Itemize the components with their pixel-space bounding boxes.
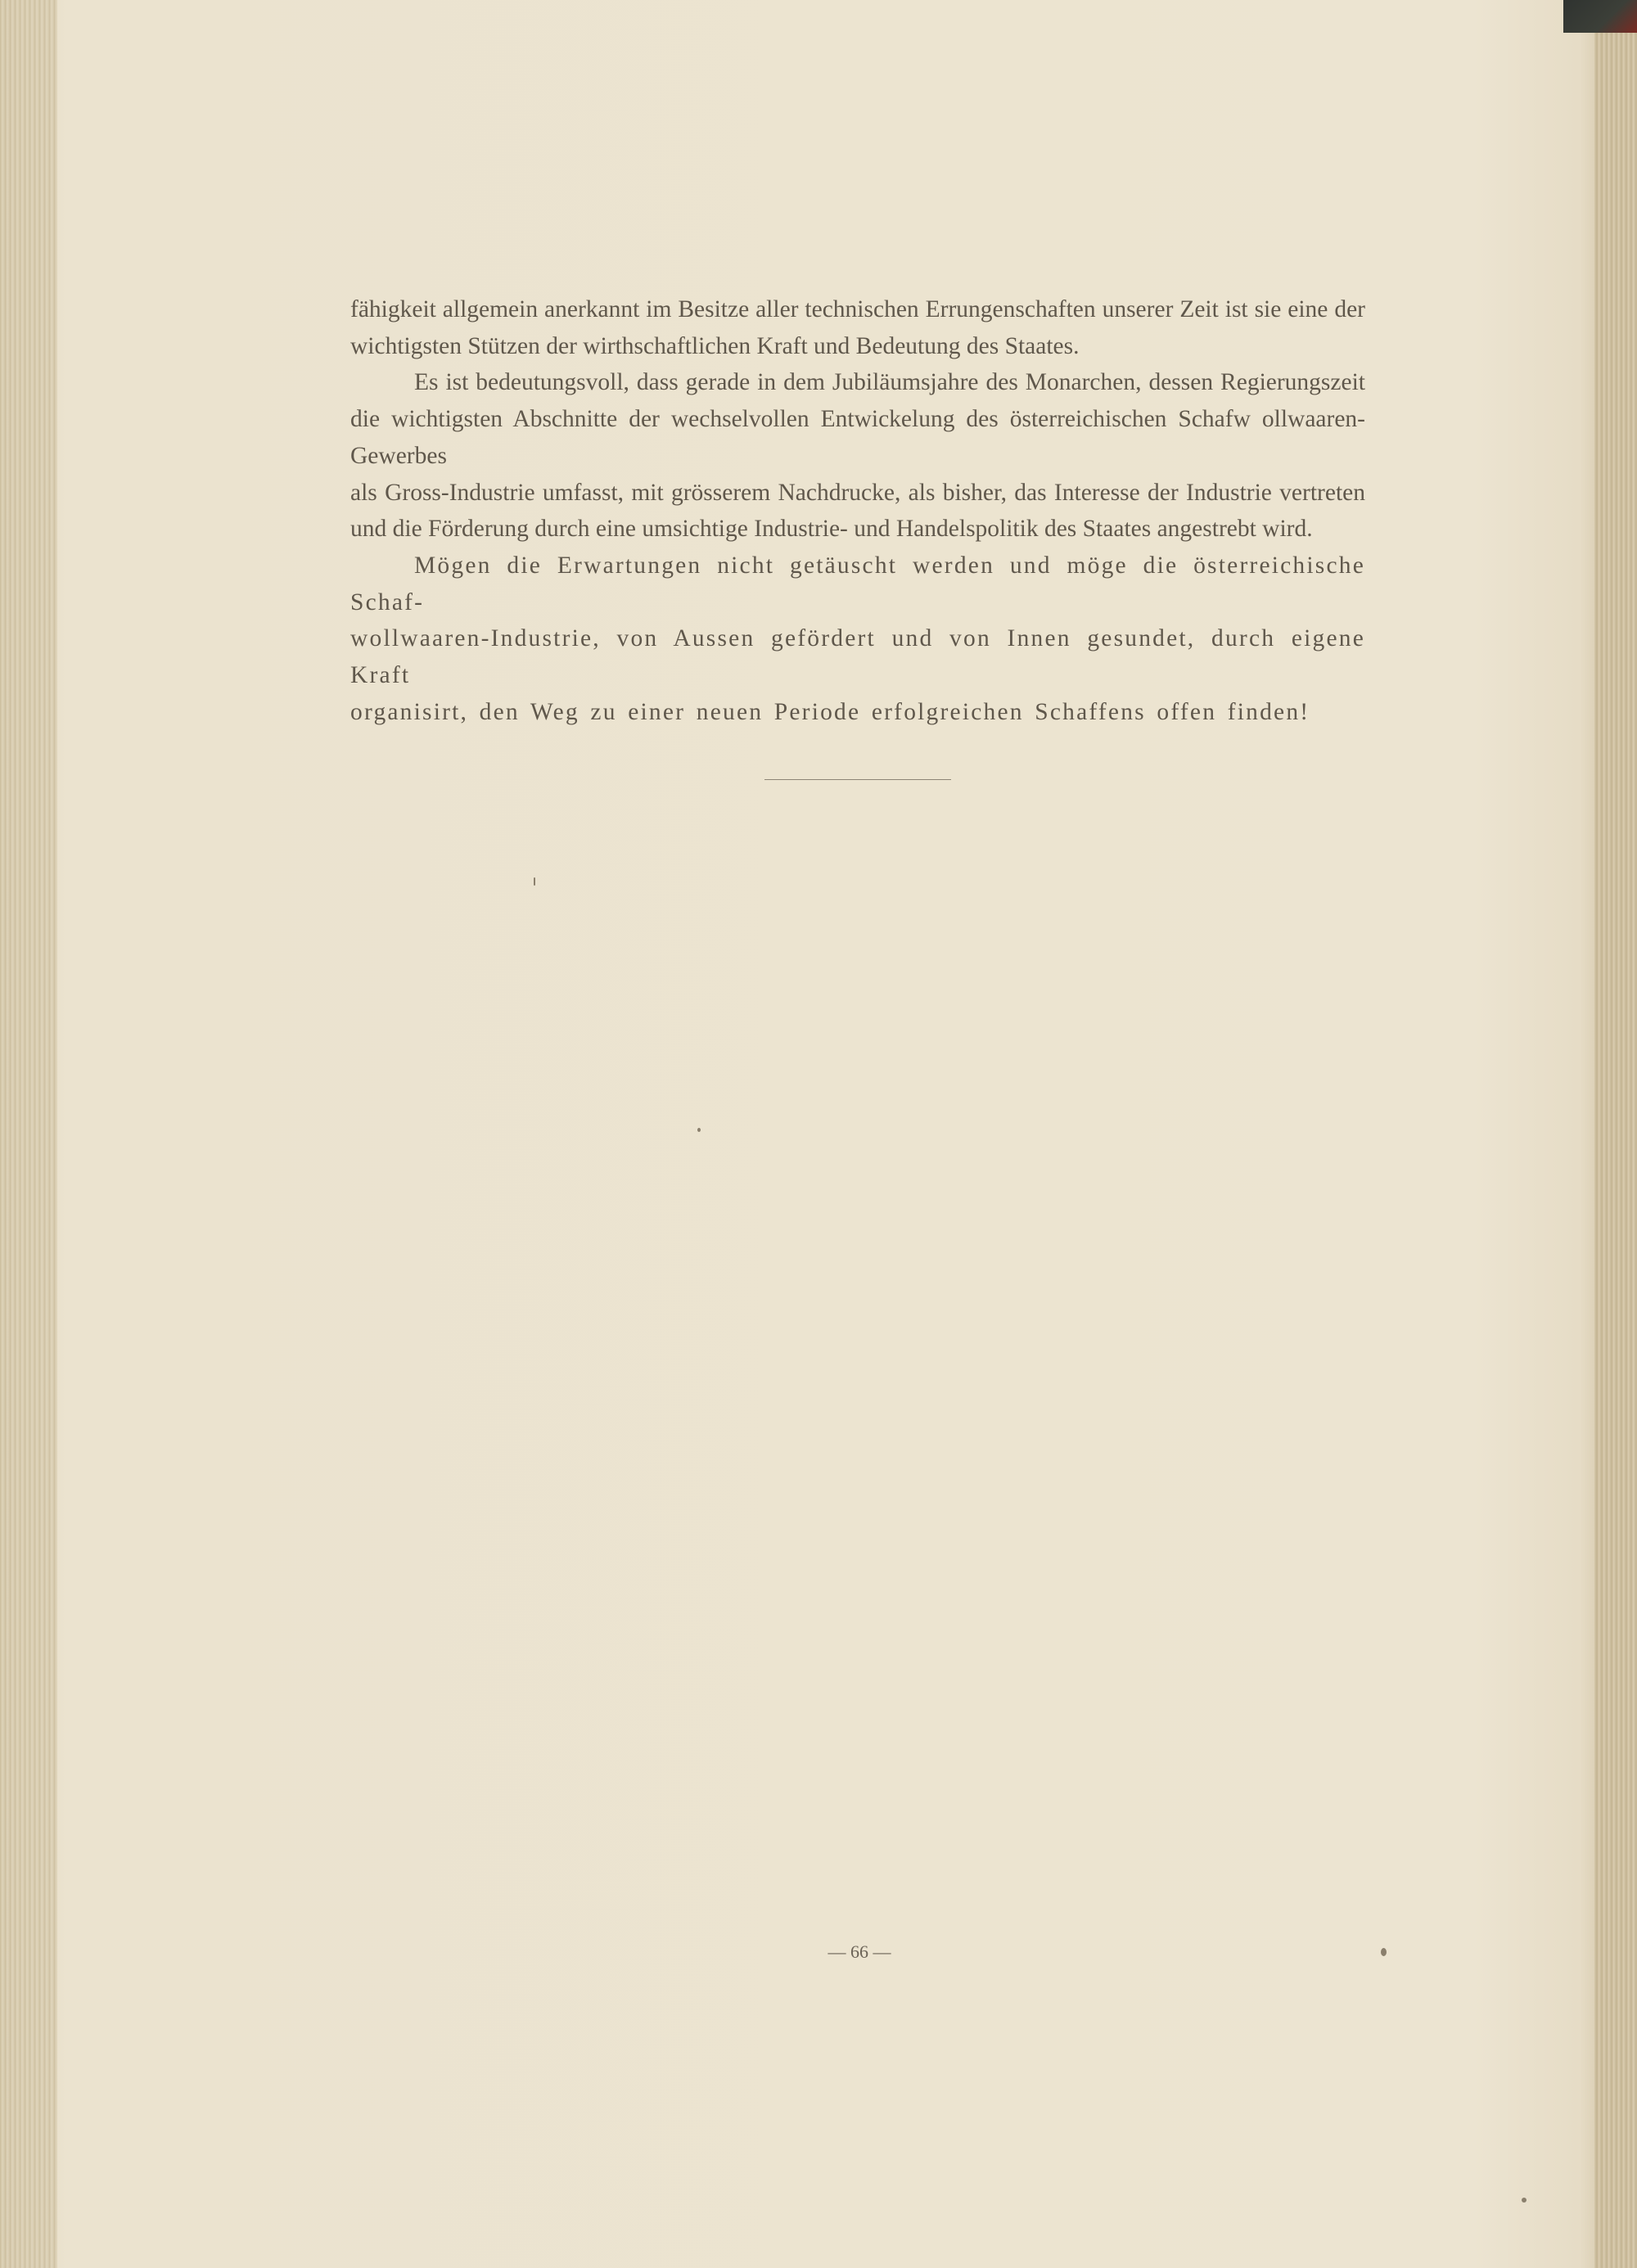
text-line: organisirt, den Weg zu einer neuen Periode erfolgreichen Schaffens offen finden!: [350, 698, 1310, 725]
text-line: Mögen die Erwartungen nicht getäuscht werden und möge die österreichische Schaf-: [350, 552, 1365, 615]
text-line: und die Förderung durch eine umsichtige Industrie- und Handelspolitik des Staates angestrebt wird.: [350, 516, 1313, 543]
body-text: [350, 291, 1365, 730]
paper-speck: [1522, 2198, 1527, 2203]
paper-speck: [697, 1128, 701, 1132]
section-divider-rule: [764, 779, 951, 780]
text-line: Es ist bedeutungsvoll, dass gerade in dem Jubiläumsjahre des Monarchen, dessen Regierungszeit: [414, 369, 1365, 396]
text-line: wichtigsten Stützen der wirthschaftlichen Kraft und Bedeutung des Staates.: [350, 332, 1080, 359]
left-page-edges: [0, 0, 57, 2268]
text-line: fähigkeit allgemein anerkannt im Besitze aller technischen Errungenschaften unserer Zeit ist sie eine der: [350, 296, 1365, 322]
right-page-edges: [1594, 0, 1637, 2268]
paper-speck: [534, 877, 535, 886]
page-number: — 66 —: [828, 1941, 891, 1962]
text-line: die wichtigsten Abschnitte der wechselvollen Entwickelung des österreichischen Schafw ollwaaren-Gewerbes: [350, 406, 1365, 469]
text-line: als Gross-Industrie umfasst, mit grösserem Nachdrucke, als bisher, das Interesse der Industrie vertreten: [350, 479, 1365, 506]
paper-speck: [1381, 1948, 1387, 1956]
book-binding-corner: [1563, 0, 1637, 33]
text-line: wollwaaren-Industrie, von Aussen gefördert und von Innen gesundet, durch eigene Kraft: [350, 625, 1365, 689]
